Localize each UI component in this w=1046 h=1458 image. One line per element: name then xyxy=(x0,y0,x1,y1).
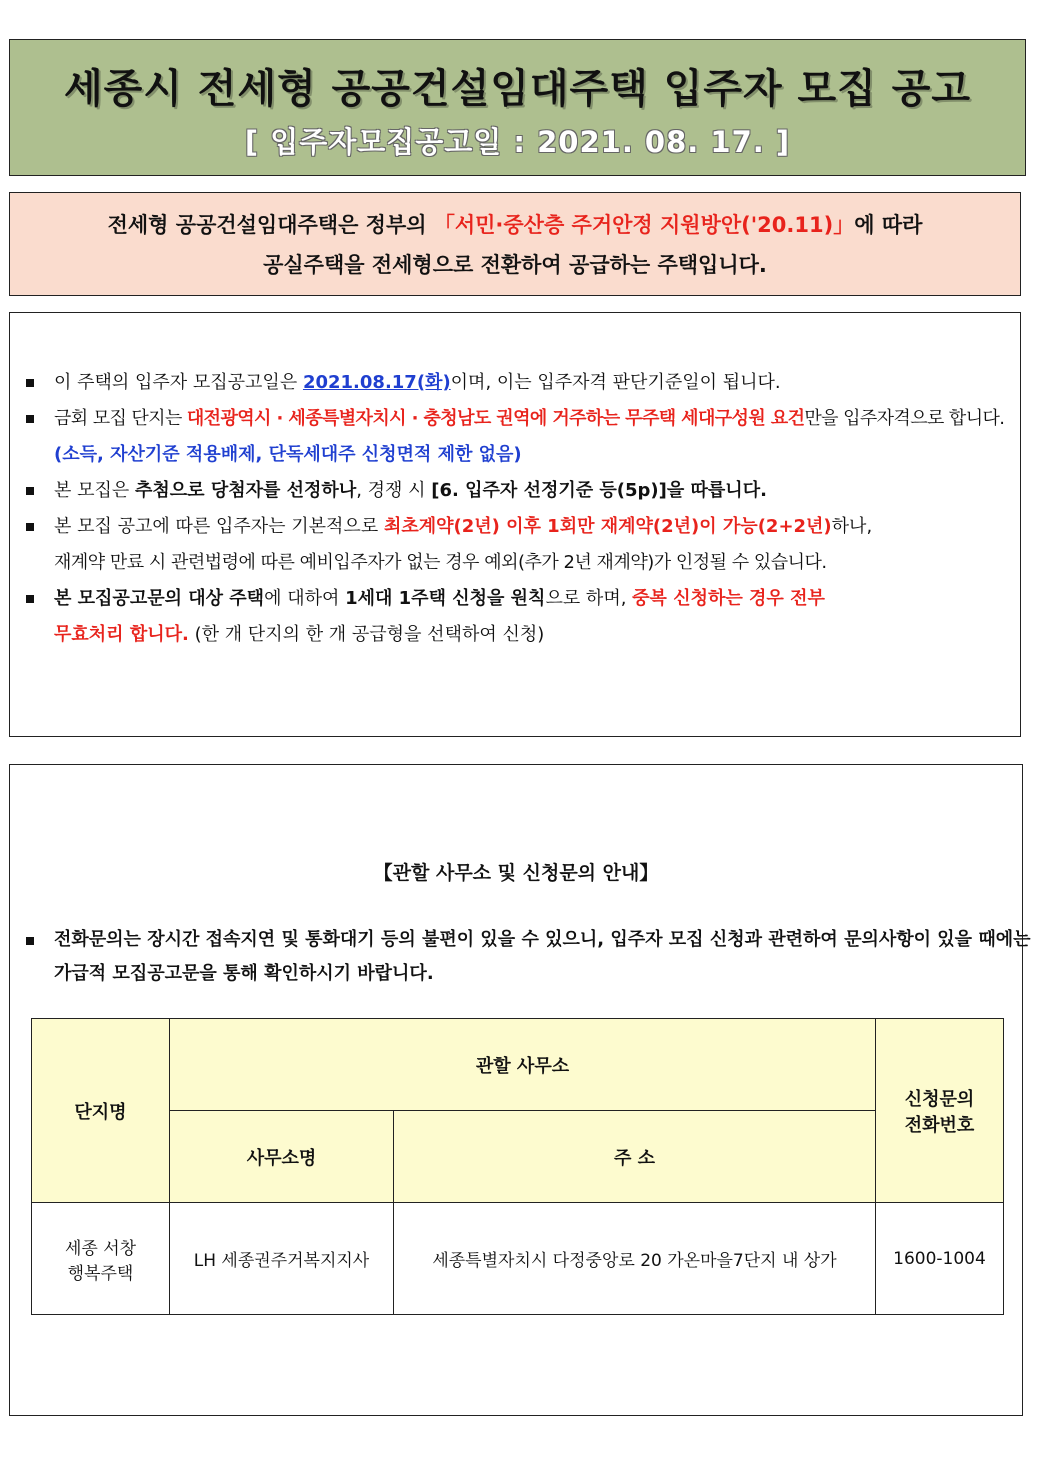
policy-name: 「서민·중산층 주거안정 지원방안('20.11)」 xyxy=(433,213,855,237)
notice-text: (한 개 단지의 한 개 공급형을 선택하여 신청) xyxy=(194,624,545,645)
complex-name: 세종 서창 행복주택 xyxy=(64,1238,137,1284)
list-item xyxy=(24,581,1016,653)
notice-text: 이며, 이는 입주자격 판단기준일이 됩니다. xyxy=(450,372,781,393)
eligibility-note: (소득, 자산기준 적용배제, 단독세대주 신청면적 제한 없음) xyxy=(54,444,522,465)
announcement-date-highlight: 2021.08.17(화) xyxy=(302,372,451,393)
notice-text: 본 모집은 xyxy=(54,480,130,501)
header-office-group: 관할 사무소 xyxy=(170,1019,876,1111)
notice-box xyxy=(9,312,1021,737)
notice-text: , 경쟁 시 xyxy=(356,480,426,501)
contact-box xyxy=(9,764,1031,1416)
notice-text: 본 모집 공고에 따른 입주자는 기본적으로 xyxy=(54,516,379,537)
header-complex: 단지명 xyxy=(32,1019,170,1203)
table-row xyxy=(32,1203,1004,1315)
office-table xyxy=(31,1018,1004,1315)
notice-text: 1세대 1주택 신청을 원칙 xyxy=(345,588,546,609)
header-address: 주 소 xyxy=(394,1111,876,1203)
page-title: 세종시 전세형 공공건설임대주택 입주자 모집 공고 xyxy=(63,66,972,112)
notice-text: 하나, xyxy=(831,516,873,537)
intro-text: 전세형 공공건설임대주택은 정부의 xyxy=(107,213,427,237)
list-item xyxy=(24,401,1016,473)
notice-list xyxy=(24,365,1016,653)
duplicate-warning: 중복 신청하는 경우 전부 xyxy=(632,588,825,609)
intro-line-2: 공실주택을 전세형으로 전환하여 공급하는 주택입니다. xyxy=(263,253,767,277)
notice-text: 금회 모집 단지는 xyxy=(54,408,182,429)
notice-text: 이 주택의 입주자 모집공고일은 xyxy=(54,372,298,393)
cell-address: 세종특별자치시 다정중앙로 20 가온마을7단지 내 상가 xyxy=(394,1203,876,1315)
intro-box xyxy=(9,192,1021,296)
cell-office: LH 세종권주거복지지사 xyxy=(170,1203,394,1315)
header-phone xyxy=(876,1019,1004,1203)
header-phone-label: 신청문의 전화번호 xyxy=(904,1088,975,1136)
list-item xyxy=(24,365,1016,401)
cell-phone: 1600-1004 xyxy=(876,1203,1004,1315)
announcement-date: [ 입주자모집공고일 : 2021. 08. 17. ] xyxy=(244,125,791,159)
duplicate-warning: 무효처리 합니다. xyxy=(54,624,189,645)
contact-note: 전화문의는 장시간 접속지연 및 통화대기 등의 불편이 있을 수 있으니, 입주자 모집 신청과 관련하여 문의사항이 있을 때에는 가급적 모집공고문을 통해 확인하시기 바랍니다. xyxy=(24,923,1046,991)
notice-text: 본 모집공고문의 대상 주택 xyxy=(54,588,265,609)
notice-text: 재계약 만료 시 관련법령에 따른 예비입주자가 없는 경우 예외(추가 2년 재계약)가 인정될 수 있습니다. xyxy=(54,552,827,573)
contact-section-title: 【관할 사무소 및 신청문의 안내】 xyxy=(373,862,659,884)
contract-term: 최초계약(2년) 이후 1회만 재계약(2년)이 가능(2+2년) xyxy=(383,516,832,537)
eligibility-requirement: 대전광역시 · 세종특별자치시 · 충청남도 권역에 거주하는 무주택 세대구성원 요건 xyxy=(186,408,805,429)
list-item xyxy=(24,473,1016,509)
notice-text: 으로 하며, xyxy=(545,588,627,609)
title-banner xyxy=(9,39,1026,176)
list-item xyxy=(24,509,1016,581)
intro-line-1 xyxy=(10,205,1020,245)
notice-text: 추첨으로 당첨자를 선정하나 xyxy=(135,480,357,501)
notice-text: 만을 입주자격으로 합니다. xyxy=(804,408,1005,429)
intro-text: 에 따라 xyxy=(854,213,923,237)
notice-text: [6. 입주자 선정기준 등(5p)]을 따릅니다. xyxy=(431,480,767,501)
notice-text: 에 대하여 xyxy=(264,588,340,609)
cell-complex xyxy=(32,1203,170,1315)
header-office-name: 사무소명 xyxy=(170,1111,394,1203)
